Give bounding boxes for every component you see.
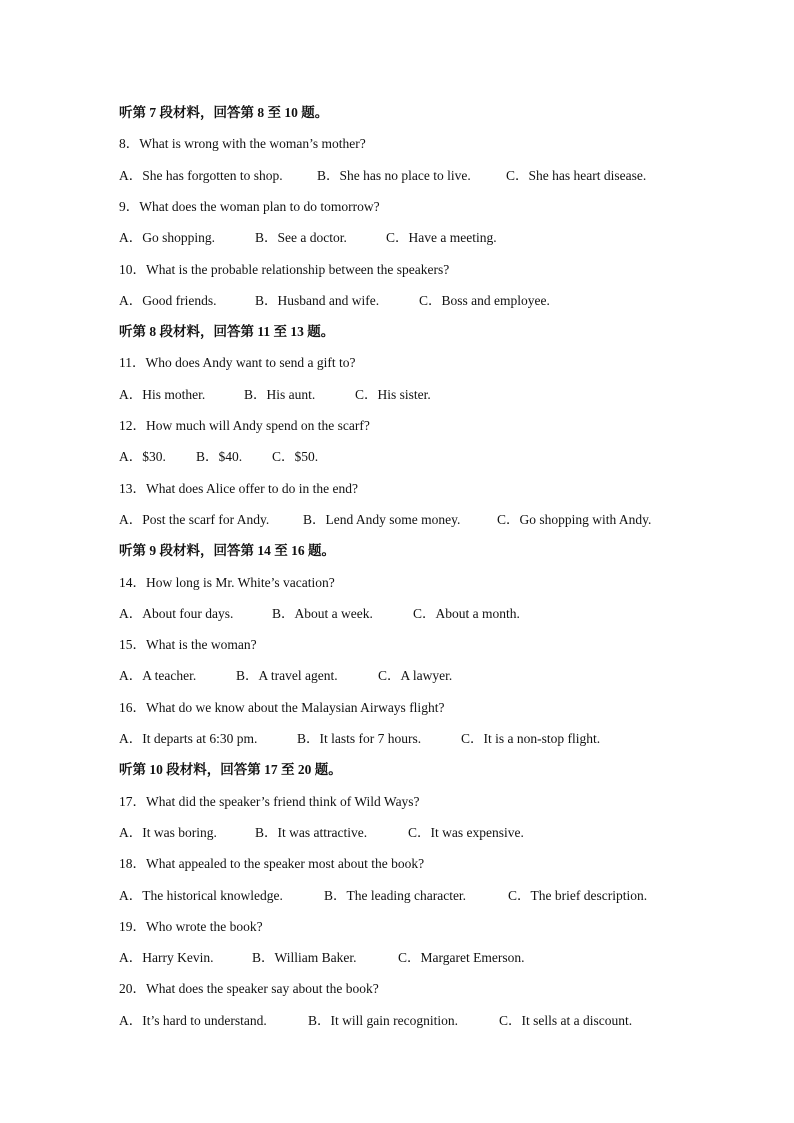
option-a: A．His mother. xyxy=(119,386,206,402)
question-stem: 13．What does Alice offer to do in the end? xyxy=(119,480,358,496)
option-c: C．It sells at a discount. xyxy=(499,1012,633,1028)
option-c: C．Margaret Emerson. xyxy=(398,950,525,966)
section-heading: 听第 10 段材料，回答第 17 至 20 题。 xyxy=(119,762,342,778)
question-stem: 11．Who does Andy want to send a gift to? xyxy=(119,355,356,371)
question-stem: 20．What does the speaker say about the book? xyxy=(119,981,379,997)
option-b: B．It lasts for 7 hours. xyxy=(297,731,422,746)
section-heading: 听第 7 段材料，回答第 8 至 10 题。 xyxy=(119,105,329,120)
option-a: A．It was boring. xyxy=(119,824,217,840)
question-stem: 8．What is wrong with the woman’s mother? xyxy=(119,136,366,152)
section-heading: 听第 8 段材料，回答第 11 至 13 题。 xyxy=(119,324,335,340)
option-b: B．She has no place to live. xyxy=(317,167,471,183)
option-c: C．Go shopping with Andy. xyxy=(497,511,652,527)
option-a: A．She has forgotten to shop. xyxy=(119,167,283,183)
option-a: A．It departs at 6:30 pm. xyxy=(119,731,258,746)
question-stem: 18．What appealed to the speaker most about the book? xyxy=(119,856,425,872)
option-b: B．Lend Andy some money. xyxy=(303,511,461,527)
option-b: B．It was attractive. xyxy=(255,824,368,840)
option-c: C．$50. xyxy=(272,449,319,465)
option-b: B．His aunt. xyxy=(244,386,316,402)
question-stem: 12．How much will Andy spend on the scarf? xyxy=(119,418,370,433)
option-c: C．A lawyer. xyxy=(378,668,453,684)
option-b: B．$40. xyxy=(196,449,243,465)
option-b: B．A travel agent. xyxy=(236,668,338,684)
option-a: A．A teacher. xyxy=(119,668,197,684)
option-b: B．About a week. xyxy=(272,605,373,621)
section-heading: 听第 9 段材料，回答第 14 至 16 题。 xyxy=(119,543,335,559)
question-stem: 15．What is the woman? xyxy=(119,637,257,653)
option-c: C．It is a non-stop flight. xyxy=(461,731,601,746)
option-c: C．She has heart disease. xyxy=(506,167,647,183)
option-c: C．The brief description. xyxy=(508,887,648,903)
option-c: C．Boss and employee. xyxy=(419,292,550,308)
option-b: B．See a doctor. xyxy=(255,230,347,246)
option-b: B．The leading character. xyxy=(324,887,467,903)
option-a: A．Good friends. xyxy=(119,292,217,308)
option-a: A．Post the scarf for Andy. xyxy=(119,511,270,527)
option-b: B．William Baker. xyxy=(252,950,357,966)
option-a: A．Harry Kevin. xyxy=(119,950,214,966)
option-a: A．It’s hard to understand. xyxy=(119,1012,267,1028)
option-b: B．Husband and wife. xyxy=(255,292,380,308)
option-c: C．Have a meeting. xyxy=(386,230,497,246)
question-stem: 17．What did the speaker’s friend think of Wild Ways? xyxy=(119,793,420,809)
question-stem: 19．Who wrote the book? xyxy=(119,918,263,934)
option-a: A．$30. xyxy=(119,449,166,465)
option-a: A．Go shopping. xyxy=(119,230,216,246)
question-stem: 9．What does the woman plan to do tomorrow? xyxy=(119,198,380,214)
option-b: B．It will gain recognition. xyxy=(308,1012,458,1028)
option-c: C．About a month. xyxy=(413,605,520,621)
option-c: C．It was expensive. xyxy=(408,824,524,840)
question-stem: 10．What is the probable relationship between the speakers? xyxy=(119,261,450,277)
option-a: A．About four days. xyxy=(119,605,234,621)
option-c: C．His sister. xyxy=(355,386,431,402)
option-a: A．The historical knowledge. xyxy=(119,887,283,903)
question-stem: 14．How long is Mr. White’s vacation? xyxy=(119,574,335,590)
question-stem: 16．What do we know about the Malaysian Airways flight? xyxy=(119,699,445,715)
